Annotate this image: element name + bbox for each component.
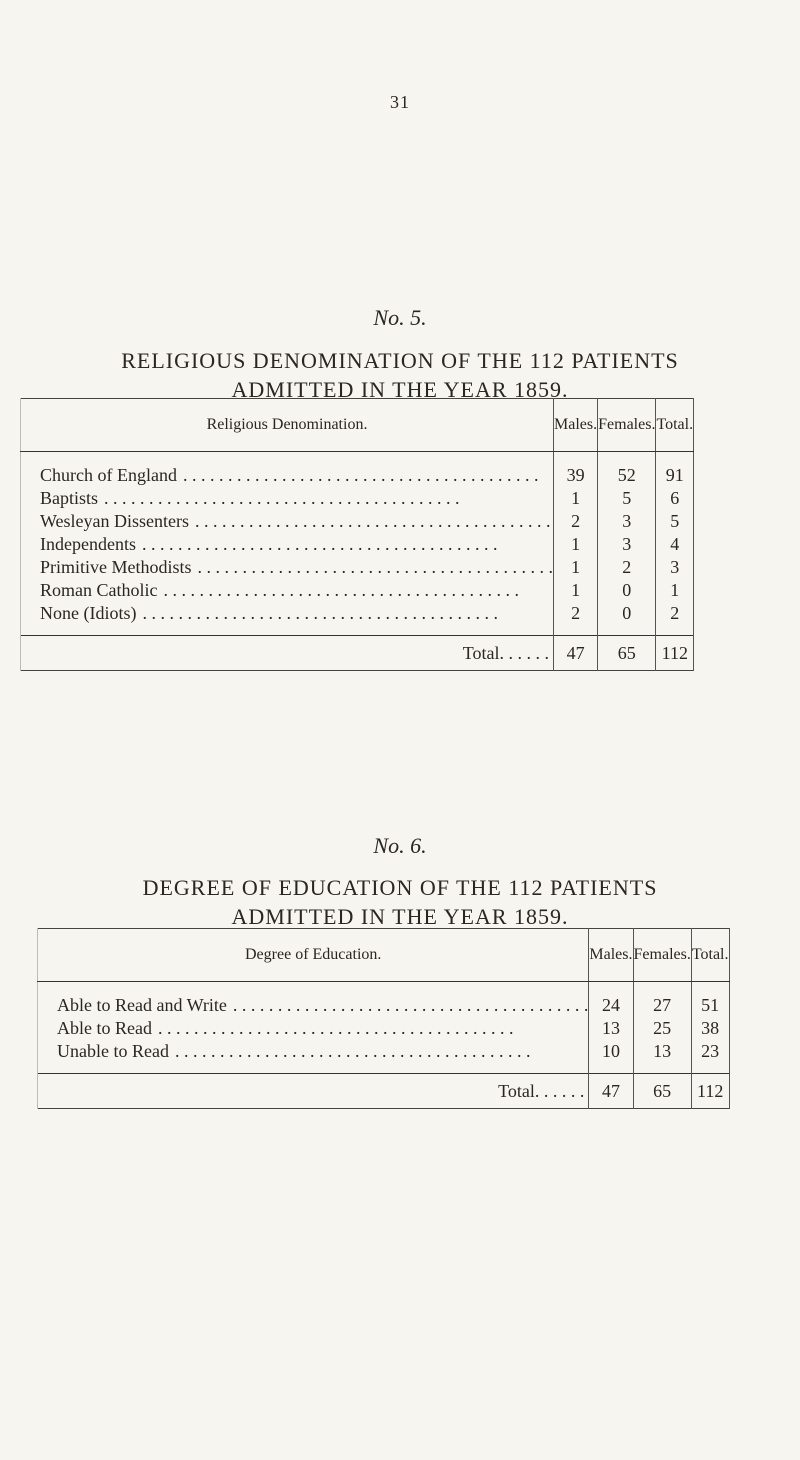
table-row	[21, 510, 694, 533]
females-value: 3	[598, 533, 656, 556]
table-row	[38, 1017, 730, 1040]
header-denomination: Religious Denomination.	[21, 399, 554, 452]
total-row	[38, 1074, 730, 1109]
row-label	[38, 982, 589, 1018]
header-females: Females.	[598, 399, 656, 452]
header-males: Males.	[589, 929, 633, 982]
leader-dots: . . . . . . . . . . . . . . . . . . . . . . . . . . . . . . . . . . . . . . . .	[197, 557, 554, 577]
row-label	[21, 602, 554, 636]
table5-title	[0, 346, 800, 404]
total-value: 6	[656, 487, 694, 510]
females-value: 5	[598, 487, 656, 510]
males-total: 47	[589, 1074, 633, 1109]
table6-title-line2: ADMITTED IN THE YEAR 1859.	[231, 904, 569, 929]
row-label	[21, 533, 554, 556]
header-females: Females.	[633, 929, 691, 982]
table6-title-line1: DEGREE OF EDUCATION OF THE 112 PATIENTS	[142, 875, 658, 900]
table-row	[21, 533, 694, 556]
females-value: 0	[598, 579, 656, 602]
total-dots: . . . . . .	[534, 1080, 585, 1101]
row-label-text: Able to Read	[57, 1018, 152, 1038]
leader-dots: . . . . . . . . . . . . . . . . . . . . . . . . . . . . . . . . . . . . . . . .	[157, 1018, 514, 1038]
males-value: 24	[589, 982, 633, 1018]
total-value: 3	[656, 556, 694, 579]
males-value: 10	[589, 1040, 633, 1074]
table6-label: No. 6.	[373, 833, 427, 858]
row-label	[21, 556, 554, 579]
leader-dots: . . . . . . . . . . . . . . . . . . . . . . . . . . . . . . . . . . . . . . . .	[182, 465, 539, 485]
total-value: 38	[691, 1017, 729, 1040]
header-education: Degree of Education.	[38, 929, 589, 982]
total-value: 4	[656, 533, 694, 556]
header-males: Males.	[554, 399, 598, 452]
males-value: 1	[554, 487, 598, 510]
education-table-body	[38, 982, 730, 1109]
males-value: 39	[554, 452, 598, 488]
table-row	[38, 982, 730, 1018]
females-value: 52	[598, 452, 656, 488]
row-label	[21, 510, 554, 533]
table-header-row	[38, 929, 730, 982]
education-table	[37, 928, 730, 1109]
table-row	[38, 1040, 730, 1074]
religion-table	[20, 398, 694, 671]
females-value: 2	[598, 556, 656, 579]
table-row	[21, 579, 694, 602]
grand-total: 112	[656, 636, 694, 671]
leader-dots: . . . . . . . . . . . . . . . . . . . . . . . . . . . . . . . . . . . . . . . .	[232, 995, 589, 1015]
row-label-text: Independents	[40, 534, 136, 554]
leader-dots: . . . . . . . . . . . . . . . . . . . . . . . . . . . . . . . . . . . . . . . .	[142, 603, 498, 623]
table-row	[21, 556, 694, 579]
males-value: 1	[554, 579, 598, 602]
males-value: 1	[554, 533, 598, 556]
row-label-text: Baptists	[40, 488, 99, 508]
row-label	[21, 452, 554, 488]
females-value: 0	[598, 602, 656, 636]
table-row	[21, 452, 694, 488]
leader-dots: . . . . . . . . . . . . . . . . . . . . . . . . . . . . . . . . . . . . . . . .	[174, 1041, 531, 1061]
row-label-text: Primitive Methodists	[40, 557, 192, 577]
row-label	[21, 579, 554, 602]
total-dots: . . . . . .	[499, 642, 550, 663]
religion-table-body	[21, 452, 694, 671]
row-label	[38, 1040, 589, 1074]
table-row	[21, 487, 694, 510]
row-label-text: Wesleyan Dissenters	[40, 511, 190, 531]
total-label-text: Total	[498, 1080, 535, 1101]
females-value: 3	[598, 510, 656, 533]
females-total: 65	[598, 636, 656, 671]
total-value: 91	[656, 452, 694, 488]
table6-title	[0, 873, 800, 931]
table-row	[21, 602, 694, 636]
row-label-text: Unable to Read	[57, 1041, 169, 1061]
total-value: 2	[656, 602, 694, 636]
total-label	[38, 1074, 589, 1109]
row-label	[21, 487, 554, 510]
total-row	[21, 636, 694, 671]
row-label-text: Church of England	[40, 465, 177, 485]
table-header-row	[21, 399, 694, 452]
total-value: 51	[691, 982, 729, 1018]
header-total: Total.	[691, 929, 729, 982]
males-value: 2	[554, 602, 598, 636]
females-value: 25	[633, 1017, 691, 1040]
table5-title-line2: ADMITTED IN THE YEAR 1859.	[231, 377, 569, 402]
leader-dots: . . . . . . . . . . . . . . . . . . . . . . . . . . . . . . . . . . . . . . . .	[141, 534, 498, 554]
row-label-text: Able to Read and Write	[57, 995, 227, 1015]
total-value: 1	[656, 579, 694, 602]
table5-title-line1: RELIGIOUS DENOMINATION OF THE 112 PATIENTS	[121, 348, 679, 373]
total-label-text: Total	[462, 642, 500, 663]
leader-dots: . . . . . . . . . . . . . . . . . . . . . . . . . . . . . . . . . . . . . . . .	[104, 488, 460, 508]
total-label	[21, 636, 554, 671]
leader-dots: . . . . . . . . . . . . . . . . . . . . . . . . . . . . . . . . . . . . . . . .	[163, 580, 519, 600]
table5-label: No. 5.	[373, 305, 427, 330]
row-label-text: Roman Catholic	[40, 580, 158, 600]
total-value: 5	[656, 510, 694, 533]
page-number: 31	[390, 92, 410, 112]
row-label-text: None (Idiots)	[40, 603, 137, 623]
row-label	[38, 1017, 589, 1040]
total-value: 23	[691, 1040, 729, 1074]
males-value: 2	[554, 510, 598, 533]
grand-total: 112	[691, 1074, 729, 1109]
females-value: 27	[633, 982, 691, 1018]
males-total: 47	[554, 636, 598, 671]
males-value: 13	[589, 1017, 633, 1040]
males-value: 1	[554, 556, 598, 579]
females-total: 65	[633, 1074, 691, 1109]
females-value: 13	[633, 1040, 691, 1074]
leader-dots: . . . . . . . . . . . . . . . . . . . . . . . . . . . . . . . . . . . . . . . .	[195, 511, 551, 531]
header-total: Total.	[656, 399, 694, 452]
